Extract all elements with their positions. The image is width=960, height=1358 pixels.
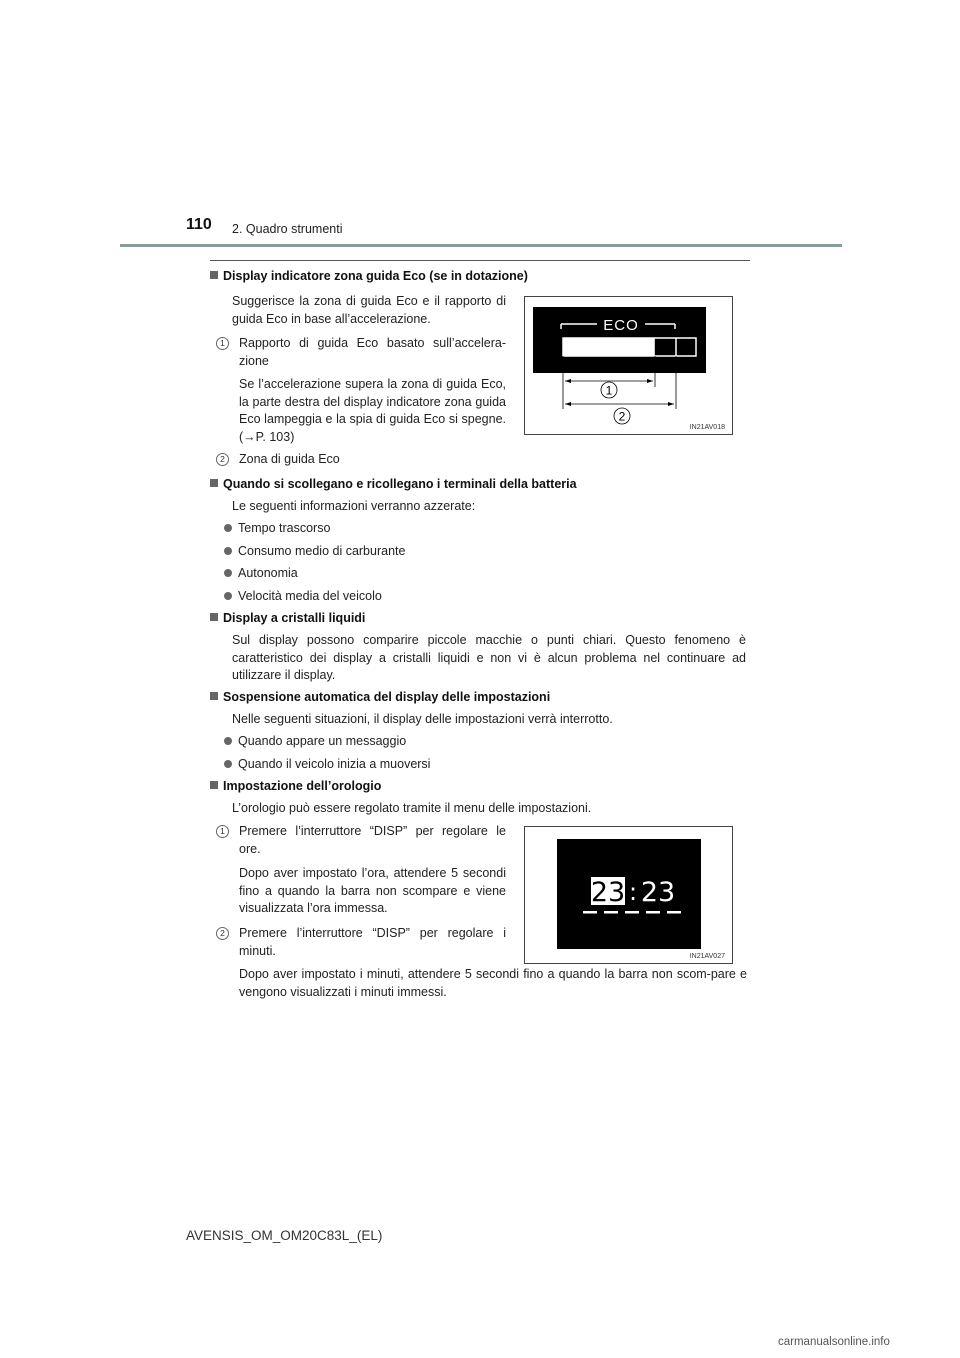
suspension-intro: Nelle seguenti situazioni, il display delle impostazioni verrà interrotto. [232,712,613,726]
clock-minutes: 23 [640,877,676,908]
eco-item1-detail: Se l’accelerazione supera la zona di guida Eco, la parte destra del display indicatore zona guida Eco lampeggia e la spia di guida Eco si spegne. (→P. 103) [239,377,506,444]
content-rule [210,260,750,261]
eco-item1: Rapporto di guida Eco basato sull’accelera-zione [239,336,506,368]
square-bullet-icon [210,271,218,279]
step-number-icon: 2 [216,927,229,940]
clock-step2: Premere l’interruttore “DISP” per regolare i minuti. [239,926,506,958]
page-number: 110 [186,216,212,233]
eco-intro: Suggerisce la zona di guida Eco e il rapporto di guida Eco in base all’accelerazione. [232,294,506,326]
step-number-icon: 1 [216,337,229,350]
section-title: 2. Quadro strumenti [232,222,343,236]
bullet-icon [224,760,232,768]
list-item: Quando il veicolo inizia a muoversi [224,756,430,774]
list-item: Velocità media del veicolo [224,588,382,606]
square-bullet-icon [210,479,218,487]
square-bullet-icon [210,613,218,621]
square-bullet-icon [210,692,218,700]
clock-step1: Premere l’interruttore “DISP” per regolare le ore. [239,824,506,856]
figure-code: IN21AV018 [689,424,725,431]
step-number-icon: 2 [216,453,229,466]
suspension-heading: Sospensione automatica del display delle impostazioni [210,689,770,707]
eco-item2: Zona di guida Eco [239,452,340,466]
clock-heading: Impostazione dell’orologio [210,778,770,796]
eco-label: ECO [603,317,639,334]
callout-2: 2 [618,409,626,424]
clock-colon: : [628,878,638,906]
list-item: Autonomia [224,565,298,583]
lcd-body: Sul display possono comparire piccole macchie o punti chiari. Questo fenomeno è caratteristico dei display a cristalli liquidi e non vi è alcun problema nel continuare ad utilizzare il display. [232,633,746,682]
eco-figure [524,296,733,435]
bullet-icon [224,524,232,532]
list-item: Tempo trascorso [224,520,330,538]
clock-hours: 23 [590,877,626,908]
step-number-icon: 1 [216,825,229,838]
eco-indicator-illustration [525,297,732,434]
list-item: Consumo medio di carburante [224,543,405,561]
lcd-heading: Display a cristalli liquidi [210,610,770,628]
list-item: Quando appare un messaggio [224,733,406,751]
clock-display-illustration [525,827,732,963]
bullet-icon [224,592,232,600]
eco-heading: Display indicatore zona guida Eco (se in dotazione) [210,268,770,286]
header-rule [120,244,842,247]
figure-code: IN21AV027 [689,953,725,960]
battery-heading: Quando si scollegano e ricollegano i terminali della batteria [210,476,770,494]
watermark: carmanualsonline.info [778,1336,890,1348]
bullet-icon [224,569,232,577]
callout-1: 1 [605,383,613,398]
clock-intro: L’orologio può essere regolato tramite il menu delle impostazioni. [232,801,592,815]
clock-figure [524,826,733,964]
bullet-icon [224,737,232,745]
bullet-icon [224,547,232,555]
battery-intro: Le seguenti informazioni verranno azzerate: [232,499,476,513]
eco-ratio-bar [563,338,655,356]
square-bullet-icon [210,781,218,789]
clock-step1-detail: Dopo aver impostato l’ora, attendere 5 secondi fino a quando la barra non scompare e viene visualizzata l’ora immessa. [239,866,506,915]
document-code: AVENSIS_OM_OM20C83L_(EL) [186,1228,383,1243]
clock-step2-detail: Dopo aver impostato i minuti, attendere 5 secondi fino a quando la barra non scom-pare e vengono visualizzati i minuti immessi. [239,967,747,999]
